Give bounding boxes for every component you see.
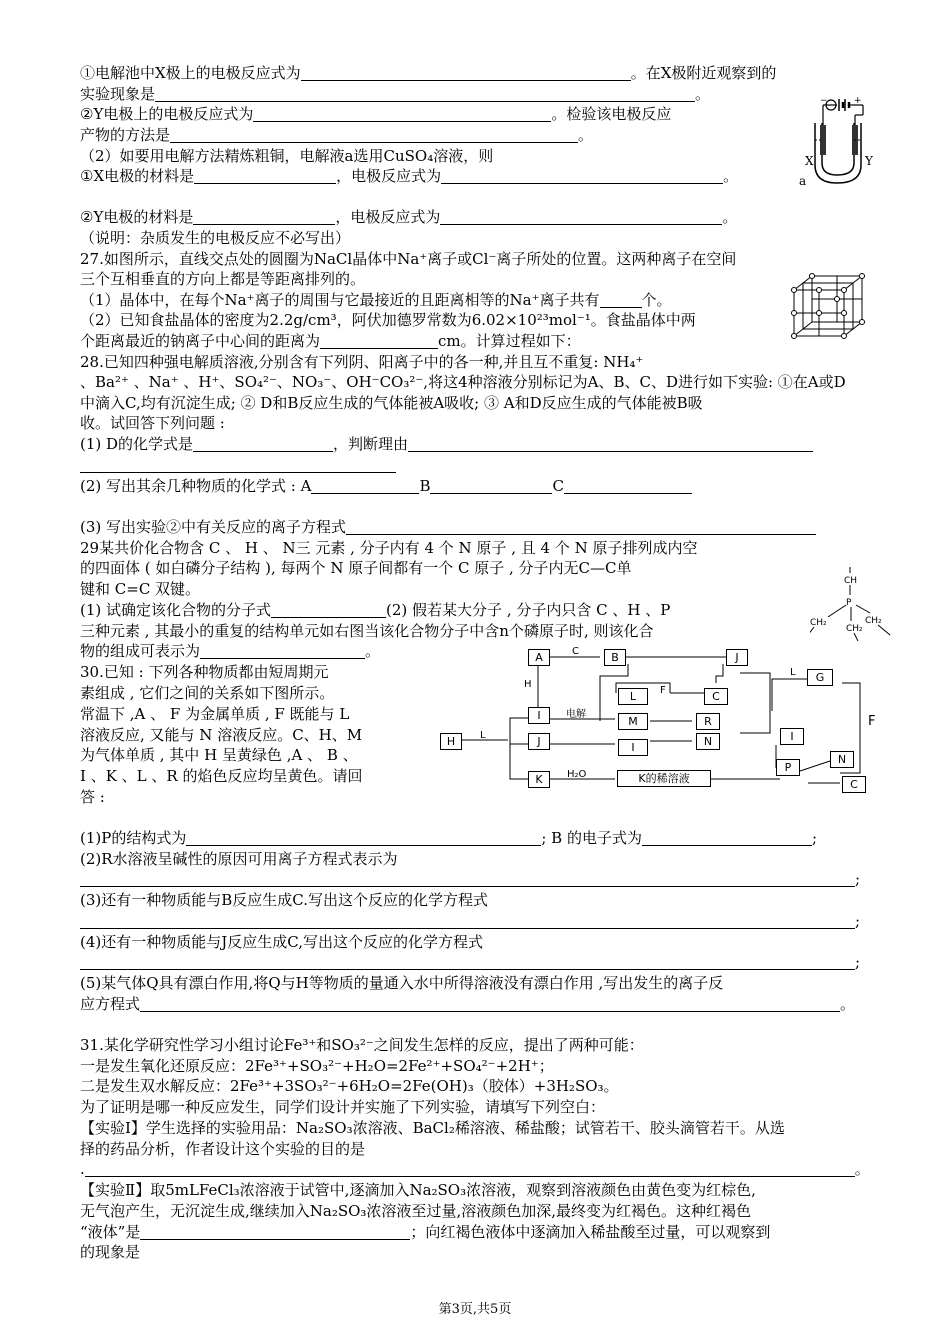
q31-line3: 二是发生双水解反应：2Fe³⁺+3SO₃²⁻+6H₂O=2Fe(OH)₃（胶体）+3H₂SO₃。 [80, 1077, 619, 1095]
answer-blank[interactable] [194, 167, 336, 184]
q30-line6: I 、K 、L 、R 的焰色反应均呈黄色。请回 [80, 767, 363, 785]
answer-blank[interactable] [346, 518, 816, 535]
q29-line3: 键和 C=C 双键。 [80, 580, 201, 598]
q31-line10: “液体”是 ；向红褐色液体中逐滴加入稀盐酸至过量，可以观察到 [80, 1223, 771, 1241]
q26-line3: ②Y电极上的电极反应式为 。检验该电极反应 [80, 105, 672, 123]
a-label: a [799, 174, 807, 188]
box-l: L [618, 688, 648, 705]
answer-blank[interactable] [430, 477, 552, 494]
q28-line1: 28.已知四种强电解质溶液,分别含有下列阴、阳离子中的各一种,并且互不重复: NH₄⁺ [80, 353, 644, 371]
answer-blank[interactable] [311, 477, 419, 494]
q30-line2: 素组成 , 它们之间的关系如下图所示。 [80, 684, 335, 702]
q30-answer3-line: ; [80, 911, 860, 931]
box-j2: J [528, 733, 550, 750]
q28-line2: 、Ba²⁺ 、Na⁺ 、H⁺、SO₄²⁻、NO₃⁻、OH⁻CO₃²⁻,将这4种溶液分别标记为A、B、C、D进行如下实验: ①在A或D [80, 373, 846, 391]
answer-blank[interactable] [600, 291, 642, 308]
svg-text:F: F [660, 685, 666, 696]
answer-blank[interactable] [271, 601, 386, 618]
answer-blank[interactable] [193, 435, 333, 452]
q31-line7: . 。 [80, 1160, 870, 1178]
box-j: J [726, 649, 748, 666]
answer-blank[interactable] [140, 1223, 410, 1240]
q30-line7: 答 : [80, 788, 105, 806]
box-g: G [807, 669, 833, 686]
answer-blank[interactable] [170, 126, 578, 143]
q30-answer4: (4)还有一种物质能与J反应生成C,写出这个反应的化学方程式 [80, 933, 483, 951]
answer-blank[interactable] [200, 642, 365, 659]
q31-line1: 31.某化学研究性学习小组讨论Fe³⁺和SO₃²⁻之间发生怎样的反应，提出了两种可能： [80, 1036, 644, 1054]
q27-line3: （1）晶体中，在每个Na⁺离子的周围与它最接近的且距离相等的Na⁺离子共有 个。 [80, 291, 672, 309]
svg-text:F: F [868, 714, 876, 729]
answer-blank[interactable] [253, 105, 551, 122]
repeating-unit-figure [810, 565, 900, 641]
q29-line4: (1) 试确定该化合物的分子式 (2) 假若某大分子 , 分子内只含 C 、H 、P [80, 601, 671, 619]
box-c: C [704, 688, 728, 705]
q26-note: （说明：杂质发生的电极反应不必写出） [80, 229, 351, 247]
q27-line4: （2）已知食盐晶体的密度为2.2g/cm³，阿伏加德罗常数为6.02×10²³mol⁻¹。食盐晶体中两 [80, 311, 696, 329]
box-n2: N [830, 751, 854, 768]
q31-line9: 无气泡产生，无沉淀生成,继续加入Na₂SO₃浓溶液至过量,溶液颜色加深,最终变为红褐色。这种红褐色 [80, 1202, 751, 1220]
svg-text:CH₂: CH₂ [846, 624, 863, 634]
svg-text:电解: 电解 [566, 709, 586, 720]
answer-blank[interactable] [186, 829, 541, 846]
q30-line3: 常温下 ,A 、 F 为金属单质 , F 既能与 L [80, 705, 350, 723]
answer-blank[interactable] [441, 167, 723, 184]
q30-answer1: (1)P的结构式为 ; B 的电子式为 ; [80, 829, 818, 847]
answer-blank[interactable] [564, 477, 692, 494]
box-h: H [440, 733, 462, 750]
svg-text:L: L [480, 730, 486, 741]
q27-line5: 个距离最近的钠离子中心间的距离为 cm。计算过程如下： [80, 332, 581, 350]
nacl-crystal-figure [790, 272, 868, 340]
box-k-dilute: K的稀溶液 [617, 770, 711, 787]
q31-line8: 【实验Ⅱ】取5mLFeCl₃浓溶液于试管中,逐滴加入Na₂SO₃浓溶液，观察到溶液颜色由黄色变为红棕色, [80, 1181, 756, 1199]
q30-line5: 为气体单质 , 其中 H 呈黄绿色 ,A 、 B 、 [80, 746, 358, 764]
q26-line2: 实验现象是 。 [80, 85, 711, 103]
answer-blank[interactable] [193, 208, 335, 225]
reaction-flow-diagram [440, 643, 880, 796]
answer-blank[interactable] [408, 435, 813, 452]
page-footer: 第3页,共5页 [438, 1302, 512, 1317]
q30-answer2: (2)R水溶液呈碱性的原因可用离子方程式表示为 [80, 850, 398, 868]
y-label: Y [865, 154, 873, 168]
answer-blank[interactable] [155, 85, 695, 102]
q28-line7: (2) 写出其余几种物质的化学式 : A B C [80, 476, 692, 496]
q31-line11: 的现象是 [80, 1243, 141, 1261]
box-i3: I [780, 728, 804, 745]
svg-text:P: P [846, 598, 852, 608]
q30-answer5-line: 应方程式 。 [80, 995, 856, 1013]
q31-line6: 择的药品分析，作者设计这个实验的目的是 [80, 1140, 366, 1158]
svg-text:H: H [524, 679, 532, 690]
answer-blank[interactable] [80, 912, 855, 929]
box-a: A [528, 649, 550, 666]
q28-line6 [80, 455, 396, 475]
q26-line4: 产物的方法是 。 [80, 126, 594, 144]
q26-line5: （2）如要用电解方法精炼粗铜，电解液a选用CuSO₄溶液，则 [80, 147, 494, 165]
q30-answer2-line: ; [80, 869, 860, 889]
box-k: K [528, 771, 550, 788]
svg-text:H₂O: H₂O [567, 769, 587, 780]
answer-blank[interactable] [440, 208, 722, 225]
q28-line4: 收。试回答下列问题 : [80, 414, 225, 432]
q28-line3: 中滴入C,均有沉淀生成; ② D和B反应生成的气体能被A吸收; ③ A和D反应生成的气体能被B吸 [80, 394, 703, 412]
q29-line5: 三种元素 , 其最小的重复的结构单元如右图当该化合物分子中含n个磷原子时, 则该化合 [80, 622, 654, 640]
q30-answer5: (5)某气体Q具有漂白作用,将Q与H等物质的量通入水中所得溶液没有漂白作用 ,写出发生的离子反 [80, 974, 724, 992]
answer-blank[interactable] [301, 64, 631, 81]
svg-text:+: + [854, 96, 862, 106]
x-label: X [805, 154, 814, 168]
q26-line6: ①X电极的材料是 ，电极反应式为 。 [80, 167, 739, 185]
answer-blank[interactable] [80, 870, 855, 887]
q27-line1: 27.如图所示，直线交点处的圆圈为NaCl晶体中Na⁺离子或Cl⁻离子所处的位置。这两种离子在空间 [80, 250, 737, 268]
box-m: M [618, 713, 648, 730]
q30-answer4-line: ; [80, 952, 860, 972]
q29-line1: 29某共价化合物含 C 、 H 、 N三 元素 , 分子内有 4 个 N 原子 , 且 4 个 N 原子排列成内空 [80, 539, 698, 557]
box-c2: C [842, 776, 866, 793]
svg-text:CH₂: CH₂ [810, 618, 827, 628]
answer-blank[interactable] [140, 995, 840, 1012]
q30-line4: 溶液反应, 又能与 N 溶液反应。C、H、M [80, 726, 363, 744]
q30-line1: 30.已知 : 下列各种物质都由短周期元 [80, 663, 329, 681]
svg-text:C: C [572, 646, 579, 657]
electrolysis-cell-figure [795, 95, 880, 190]
svg-text:CH₂: CH₂ [865, 616, 882, 626]
q31-line4: 为了证明是哪一种反应发生，同学们设计并实施了下列实验，请填写下列空白： [80, 1098, 606, 1116]
svg-text:−: − [820, 96, 828, 106]
answer-blank[interactable] [642, 829, 812, 846]
q26-line1: ①电解池中X极上的电极反应式为 。在X极附近观察到的 [80, 64, 777, 82]
q29-line6: 物的组成可表示为 。 [80, 642, 381, 660]
q31-line2: 一是发生氧化还原反应：2Fe³⁺+SO₃²⁻+H₂O=2Fe²⁺+SO₄²⁻+2H⁺； [80, 1057, 554, 1075]
svg-text:L: L [790, 667, 796, 678]
q28-line5: (1) D的化学式是 ，判断理由 [80, 434, 813, 454]
box-b: B [604, 649, 626, 666]
q28-line8: (3) 写出实验②中有关反应的离子方程式 [80, 517, 816, 537]
svg-text:CH: CH [844, 576, 858, 586]
q26-line7: ②Y电极的材料是 ，电极反应式为 。 [80, 208, 738, 226]
answer-blank[interactable] [80, 953, 855, 970]
q29-line2: 的四面体 ( 如白磷分子结构 ), 每两个 N 原子间都有一个 C 原子 , 分子内无C—C单 [80, 559, 632, 577]
q30-answer3: (3)还有一种物质能与B反应生成C.写出这个反应的化学方程式 [80, 891, 488, 909]
box-r: R [696, 713, 720, 730]
answer-blank[interactable] [320, 332, 438, 349]
q27-line2: 三个互相垂直的方向上都是等距离排列的。 [80, 270, 366, 288]
box-i: I [528, 707, 550, 724]
answer-blank[interactable] [80, 456, 396, 473]
box-p: P [776, 759, 800, 776]
box-n: N [696, 733, 720, 750]
answer-blank[interactable] [85, 1160, 855, 1177]
q31-line5: 【实验Ⅰ】学生选择的实验用品：Na₂SO₃浓溶液、BaCl₂稀溶液、稀盐酸；试管若干、胶头滴管若干。从选 [80, 1119, 785, 1137]
box-i2: I [618, 739, 648, 756]
